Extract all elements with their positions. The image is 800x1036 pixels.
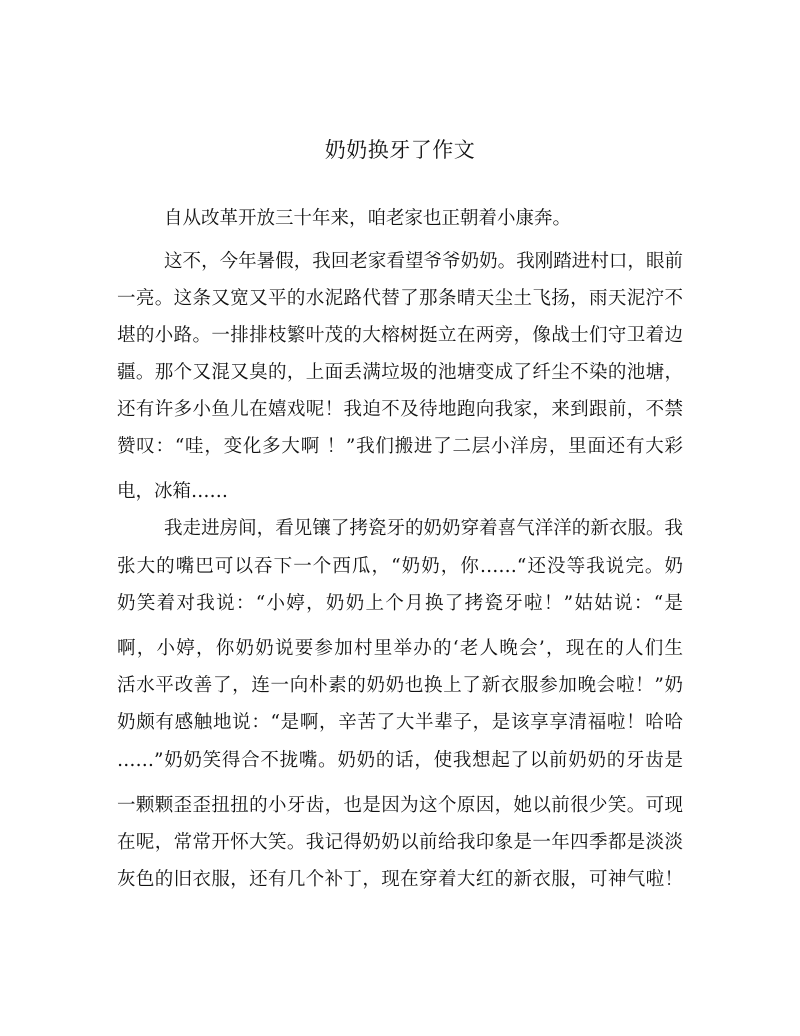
text-line: ……”奶奶笑得合不拢嘴。奶奶的话，使我想起了以前奶奶的牙齿是: [117, 750, 683, 771]
text-line: 电，冰箱……: [117, 481, 229, 502]
text-line: 灰色的旧衣服，还有几个补丁，现在穿着大红的新衣服，可神气啦！: [117, 869, 683, 890]
text-line: 啊，小婷，你奶奶说要参加村里举办的‘老人晚会’，现在的人们生: [117, 638, 683, 659]
text-line: 堪的小路。一排排枝繁叶茂的大榕树挺立在两旁，像战士们守卫着边: [117, 325, 683, 346]
text-line: 我走进房间，看见镶了拷瓷牙的奶奶穿着喜气洋洋的新衣服。我: [164, 518, 683, 539]
text-line: 这不，今年暑假，我回老家看望爷爷奶奶。我刚踏进村口，眼前: [164, 251, 683, 272]
text-line: 一颗颗歪歪扭扭的小牙齿，也是因为这个原因，她以前很少笑。可现: [117, 795, 683, 816]
text-line: 赞叹：“哇，变化多大啊 ！”我们搬进了二层小洋房，里面还有大彩: [117, 436, 683, 457]
essay-title: 奶奶换牙了作文: [324, 138, 476, 162]
text-line: 奶颇有感触地说：“是啊，辛苦了大半辈子，是该享享清福啦！哈哈: [117, 712, 683, 733]
text-line: 一亮。这条又宽又平的水泥路代替了那条晴天尘土飞扬，雨天泥泞不: [117, 288, 683, 309]
text-line: 疆。那个又混又臭的，上面丢满垃圾的池塘变成了纤尘不染的池塘，: [117, 362, 683, 383]
text-line: 自从改革开放三十年来，咱老家也正朝着小康奔。: [164, 208, 572, 229]
text-line: 还有许多小鱼儿在嬉戏呢！我迫不及待地跑向我家，来到跟前，不禁: [117, 399, 683, 420]
text-line: 在呢，常常开怀大笑。我记得奶奶以前给我印象是一年四季都是淡淡: [117, 832, 683, 853]
text-line: 奶笑着对我说：“小婷，奶奶上个月换了拷瓷牙啦！”姑姑说：“是: [117, 593, 683, 614]
text-line: 活水平改善了，连一向朴素的奶奶也换上了新衣服参加晚会啦！”奶: [117, 675, 683, 696]
text-line: 张大的嘴巴可以吞下一个西瓜，“奶奶，你……“还没等我说完。奶: [117, 556, 683, 577]
